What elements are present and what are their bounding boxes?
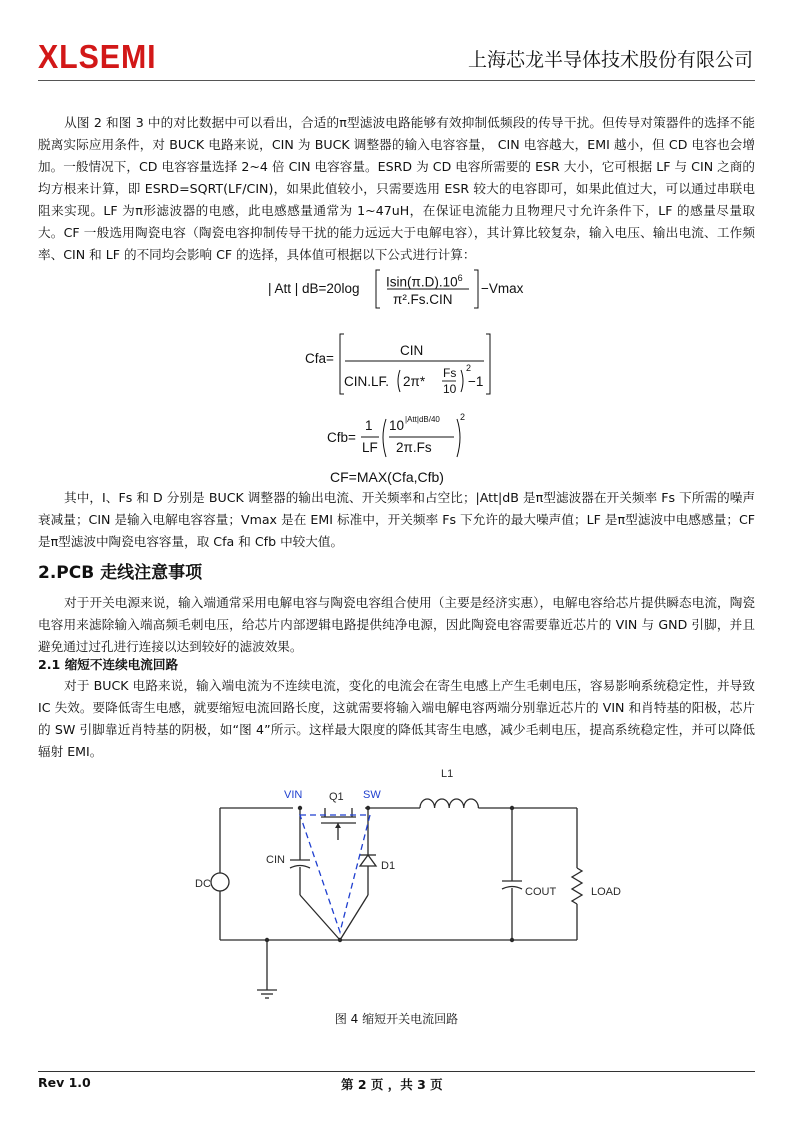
formula-att-denominator: π².Fs.CIN: [393, 292, 453, 307]
formula-cfa-den-b: 2π*: [403, 374, 426, 389]
formula-cfb-lf: LF: [362, 440, 378, 455]
figure-4-caption: 图 4 缩短开关电流回路: [334, 1012, 459, 1026]
section-2-heading: 2.PCB 走线注意事项: [38, 563, 203, 583]
formula-cf-max: CF=MAX(Cfa,Cfb): [330, 469, 444, 485]
footer-divider: [38, 1071, 755, 1072]
formula-att-numerator: $Isin(\pi.D).10^6$: [386, 273, 463, 290]
explanation-paragraph: 其中，I、Fs 和 D 分别是 BUCK 调整器的输出电流、开关频率和占空比；|Att|dB 是π型滤波器在开关频率 Fs 下所需的噪声衰减量；CIN 是输入电解电容容量；Vmax 是在 EMI 标准中，开关频率 Fs 下允许的最大噪声值；LF 是π型滤波中电感感量；CF 是π型滤波中陶瓷电容容量，取 Cfa 和 Cfb 中较大值。: [38, 490, 755, 549]
label-load: LOAD: [591, 886, 621, 898]
section-2-1-heading: 2.1 缩短不连续电流回路: [38, 657, 179, 672]
label-d1: D1: [381, 860, 396, 872]
company-name: 上海芯龙半导体技术股份有限公司: [467, 49, 753, 71]
formula-cfa-numerator: CIN: [400, 343, 424, 358]
wire-cin-node: [300, 895, 340, 940]
formula-cfa-den-a: CIN.LF.: [344, 374, 390, 389]
formula-cfb-one: 1: [365, 418, 373, 433]
node-sw: [366, 806, 370, 810]
formula-cfb-num-exp: |Att|dB/40: [405, 415, 440, 424]
formula-att: [268, 268, 538, 310]
label-vin: VIN: [284, 789, 303, 801]
label-cin: CIN: [266, 854, 285, 866]
dc-source-symbol: [211, 873, 229, 891]
company-logo: XLSEMI: [38, 38, 157, 75]
formula-cfb-denominator: 2π.Fs: [396, 440, 432, 455]
node-cout-bottom: [510, 938, 514, 942]
formula-cfb: [327, 413, 477, 463]
label-dc: DC: [195, 878, 211, 890]
formula-cfa-frac-num: Fs: [443, 366, 457, 380]
label-l1: L1: [441, 768, 454, 780]
d1-triangle: [360, 855, 376, 866]
label-cout: COUT: [525, 886, 557, 898]
page-number: 第 2 页 ，共 3 页: [341, 1077, 443, 1092]
section-2-paragraph: 对于开关电源来说，输入端通常采用电解电容与陶瓷电容组合使用（主要是经济实惠），电解电容给芯片提供瞬态电流，陶瓷电容用来滤除输入端高频毛刺电压，给芯片内部逻辑电路提供纯净电源，因此陶瓷电容需要靠近芯片的 VIN 与 GND 引脚，并且避免通过过孔进行连接以达到较好的滤波效果。: [38, 595, 755, 654]
node-ground: [265, 938, 269, 942]
header-divider: [38, 80, 755, 81]
revision-label: Rev 1.0: [38, 1075, 91, 1090]
formula-cfa-tail: −1: [468, 374, 484, 389]
formula-cfa-exp: 2: [466, 363, 472, 373]
schematic-figure-4: [190, 760, 630, 1005]
q1-arrow: [335, 823, 341, 828]
node-cout: [510, 806, 514, 810]
formula-cfb-num-base: 10: [389, 418, 405, 433]
node-vin: [298, 806, 302, 810]
intro-paragraph: 从图 2 和图 3 中的对比数据中可以看出，合适的π型滤波电路能够有效抑制低频段的传导干扰。但传导对策器件的选择不能脱离实际应用条件，对 BUCK 电路来说，CIN 为 BUCK 调整器的输入电容容量， CIN 电容越大，EMI 越小，但 CD 电容也会增加。一般情况下，CD 电容容量选择 2~4 倍 CIN 电容容量。ESRD 为 CD 电容所需要的 ESR 大小，它可根据 LF 与 CIN 之商的均方根来计算，即 ESRD=SQRT(LF/CIN)，如果此值较小，只需要选用 ESR 较大的电容即可，如果此值过大，可以通过串联电阻来实现。LF 为π形滤波器的电感，此电感感量通常为 1~47uH，在保证电流能力且物理尺寸允许条件下，LF 的感量尽量取大。CF 一般选用陶瓷电容（陶瓷电容抑制传导干扰的能力远远大于电解电容），其计算比较复杂，输入电压、输出电流、工作频率、CIN 和 LF 的不同均会影响 CF 的选择，具体值可根据以下公式进行计算：: [38, 115, 755, 262]
formula-cfa-lhs: Cfa=: [305, 351, 334, 366]
section-2-1-paragraph: 对于 BUCK 电路来说，输入端电流为不连续电流，变化的电流会在寄生电感上产生毛刺电压，容易影响系统稳定性，并导致 IC 失效。要降低寄生电感，就要缩短电流回路长度，这就需要将输入端电解电容两端分别靠近芯片的 VIN 和肖特基的阳极，芯片的 SW 引脚靠近肖特基的阴极，如“图 4”所示。这样最大限度的降低其寄生电感，减少毛刺电压，提高系统稳定性，并可以降低辐射 EMI。: [38, 678, 755, 759]
label-q1: Q1: [329, 791, 344, 803]
formula-att-lhs: | Att | dB=20log: [268, 281, 360, 296]
current-loop-dashed: [300, 815, 370, 932]
label-sw: SW: [363, 789, 381, 801]
load-resistor: [572, 868, 582, 904]
formula-cfb-lhs: Cfb=: [327, 430, 356, 445]
formula-att-rhs: −Vmax: [481, 281, 524, 296]
formula-cfa: [305, 332, 495, 396]
formula-cfa-frac-den: 10: [443, 382, 457, 396]
inductor-l1: [420, 799, 478, 808]
formula-cfb-exp: 2: [460, 412, 466, 422]
node-return: [338, 938, 342, 942]
